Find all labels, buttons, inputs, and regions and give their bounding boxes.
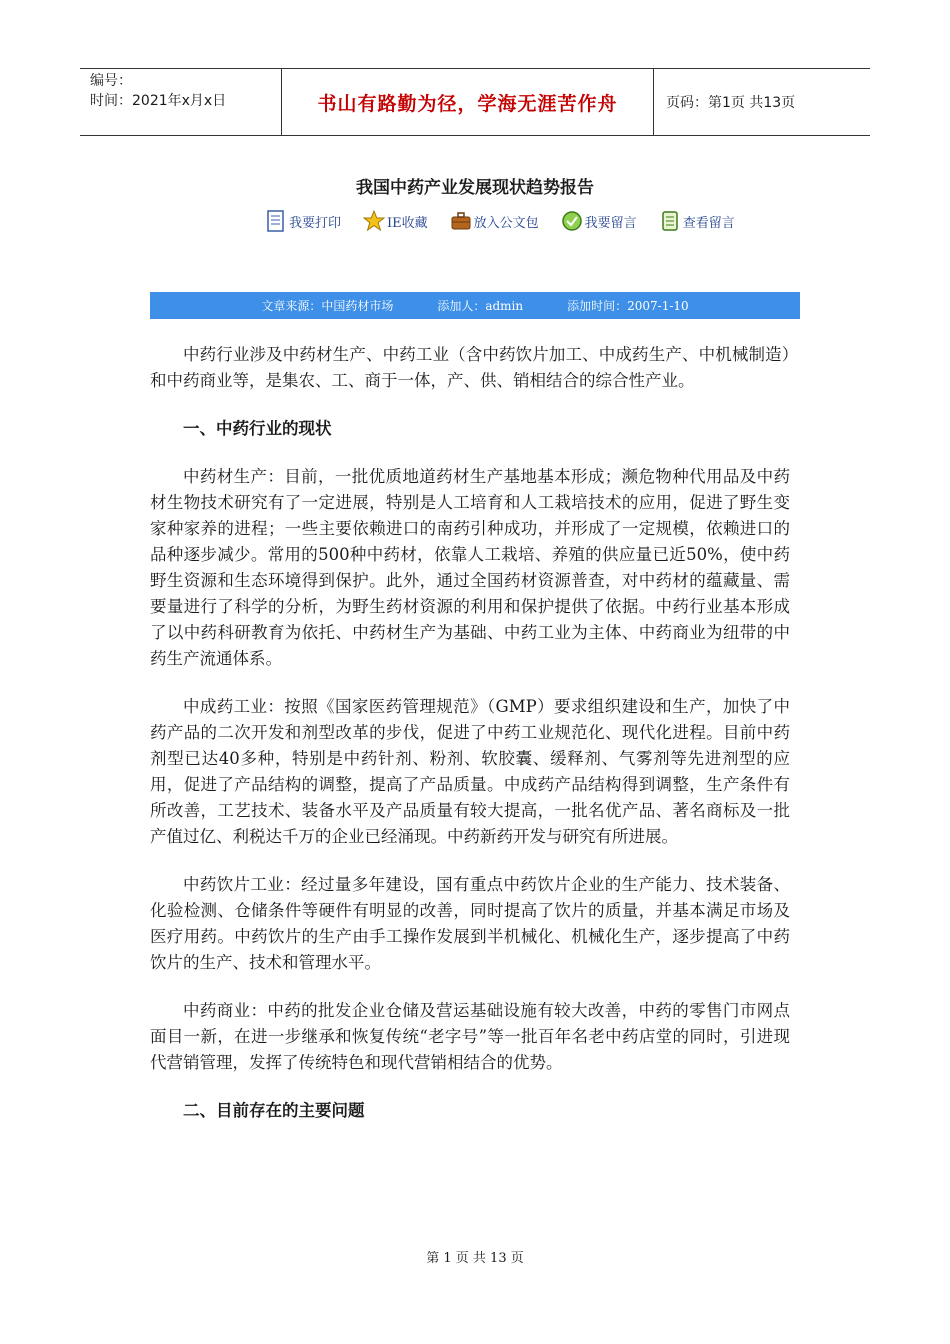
article-author: 添加人：admin: [437, 299, 524, 313]
header-page-info: 页码：第1页 共13页: [666, 95, 796, 111]
article-toolbar: [265, 210, 757, 232]
section-heading: 一、中药行业的现状: [183, 419, 332, 438]
comment-icon: [561, 210, 583, 232]
briefcase-icon: [450, 210, 472, 232]
favorite-label: IE收藏: [387, 216, 428, 231]
paragraph: 中药材生产：目前，一批优质地道药材生产基地基本形成；濒危物种代用品及中药材生物技术研究有了一定进展，特别是人工培育和人工栽培技术的应用，促进了野生变家种家养的进程；一些主要依赖进口的南药引种成功，并形成了一定规模，依赖进口的品种逐步减少。常用的500种中药材，依靠人工栽培、养殖的供应量已近50%，使中药野生资源和生态环境得到保护。此外，通过全国药材资源普查，对中药材的蕴藏量、需要量进行了科学的分析，为野生药材资源的利用和保护提供了依据。中药行业基本形成了以中药科研教育为依托、中药材生产为基础、中药工业为主体、中药商业为纽带的中药生产流通体系。: [150, 467, 790, 668]
print-label: 我要打印: [289, 216, 342, 231]
page-footer: 第 1 页 共 13 页: [426, 1251, 524, 1266]
header-meta: [80, 69, 282, 135]
paragraph: 中药行业涉及中药材生产、中药工业（含中药饮片加工、中成药生产、中机械制造）和中药商业等，是集农、工、商于一体，产、供、销相结合的综合性产业。: [150, 345, 790, 390]
comment-button[interactable]: [561, 210, 637, 232]
article-source: 文章来源：中国药材市场: [261, 299, 394, 313]
star-icon: [363, 210, 385, 232]
time-label: 时间：2021年x月x日: [90, 93, 227, 109]
paragraph: 中成药工业：按照《国家医药管理规范》（GMP）要求组织建设和生产，加快了中药产品的二次开发和剂型改革的步伐，促进了中药工业规范化、现代化进程。目前中药剂型已达40多种，特别是中药针剂、粉剂、软胶囊、缓释剂、气雾剂等先进剂型的应用，促进了产品结构的调整，提高了产品质量。中成药产品结构得到调整，生产条件有所改善，工艺技术、装备水平及产品质量有较大提高，一批名优产品、著名商标及一批产值过亿、利税达千万的企业已经涌现。中药新药开发与研究有所进展。: [150, 697, 790, 846]
article-info-bar: [150, 292, 800, 319]
notes-icon: [659, 210, 681, 232]
section-heading: 二、目前存在的主要问题: [183, 1101, 365, 1120]
paragraph: 中药商业：中药的批发企业仓储及营运基础设施有较大改善，中药的零售门市网点面目一新，在进一步继承和恢复传统“老字号”等一批百年名老中药店堂的同时，引进现代营销管理，发挥了传统特色和现代营销相结合的优势。: [150, 1001, 790, 1072]
favorite-button[interactable]: [363, 210, 428, 232]
print-button[interactable]: [265, 210, 341, 232]
paragraph: 中药饮片工业：经过量多年建设，国有重点中药饮片企业的生产能力、技术装备、化验检测、仓储条件等硬件有明显的改善，同时提高了饮片的质量，并基本满足市场及医疗用药。中药饮片的生产由手工操作发展到半机械化、机械化生产，逐步提高了中药饮片的生产、技术和管理水平。: [150, 875, 790, 972]
comment-label: 我要留言: [584, 216, 637, 231]
briefcase-button[interactable]: [450, 210, 539, 232]
number-label: 编号：: [90, 73, 132, 89]
view-comments-button[interactable]: [659, 210, 735, 232]
article-title: 我国中药产业发展现状趋势报告: [356, 178, 594, 198]
view-comments-label: 查看留言: [682, 216, 735, 231]
document-header: [80, 68, 870, 136]
print-icon: [265, 210, 287, 232]
article-body: [150, 342, 790, 1146]
article-date: 添加时间：2007-1-10: [567, 299, 689, 313]
header-motto: 书山有路勤为径，学海无涯苦作舟: [282, 69, 654, 135]
briefcase-label: 放入公文包: [473, 216, 539, 231]
